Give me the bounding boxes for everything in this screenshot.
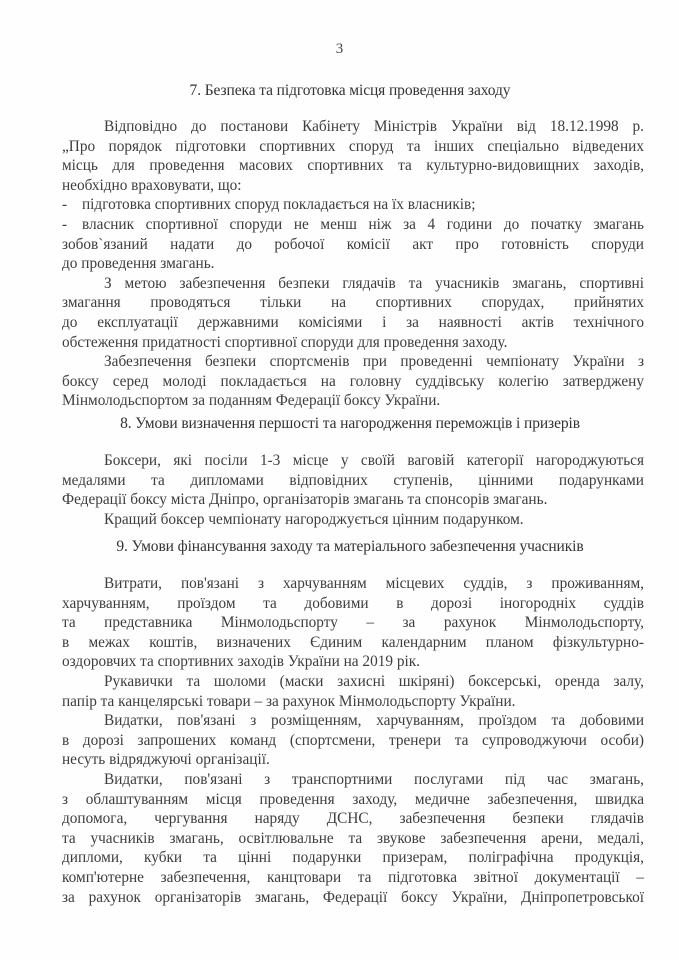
list-item (62, 195, 644, 215)
text-line: необхідно враховувати, що: (62, 176, 242, 194)
section-7-body (62, 117, 644, 411)
section-9-body (62, 574, 644, 907)
text-line: та представника Мінмолодьспорту – за рахунок Мінмолодьспорту, (62, 614, 644, 632)
text-line: до експлуатації державними комісіями і за наявності актів технічного (62, 313, 644, 331)
text-line: Мінмолодьспортом за поданням Федерації боксу України. (62, 392, 441, 410)
dash-marker: - (62, 196, 68, 214)
dash-marker: - (62, 215, 68, 233)
text-line: дипломи, кубки та цінні подарунки призерам, поліграфічна продукція, (62, 849, 644, 867)
text-line: за рахунок організаторів змагань, Федерації боксу України, Дніпропетровської (62, 888, 644, 906)
text-line: харчуванням, проїздом та добовими в дорозі іногородніх суддів (62, 594, 644, 612)
text-line: „Про порядок підготовки спортивних споруд та інших спеціально відведених (62, 137, 644, 155)
text-line: Кращий боксер чемпіонату нагороджується цінним подарунком. (104, 510, 524, 528)
section-8-body (62, 451, 644, 529)
text-line: боксу серед молоді покладається на головну суддівську колегію затверджену (62, 372, 644, 390)
text-line: в межах коштів, визначених Єдиним календарним планом фізкультурно- (62, 633, 644, 651)
text-line: Видатки, пов'язані з розміщенням, харчуванням, проїздом та добовими (104, 712, 644, 730)
section-8-heading: 8. Умови визначення першості та нагородження переможців і призерів (120, 415, 580, 432)
text-line: та учасників змагань, освітлювальне та звукове забезпечення арени, медалі, (62, 829, 644, 847)
text-line: Витрати, пов'язані з харчуванням місцевих суддів, з проживанням, (104, 575, 644, 592)
section-7-heading: 7. Безпека та підготовка місця проведення заходу (189, 82, 511, 99)
list-item (62, 215, 644, 235)
text-line: папір та канцелярські товари – за рахунок Мінмолодьспорту України. (62, 692, 516, 710)
text-line: власник спортивної споруди не менш ніж за 4 години до початку змагань (82, 215, 644, 233)
text-line: Боксери, які посіли 1-3 місце у своїй ваговій категорії нагороджуються (104, 452, 644, 469)
text-line: Федерації боксу міста Дніпро, організаторів змагань та спонсорів змагань. (62, 491, 548, 509)
text-line: в дорозі запрошених команд (спортсмени, тренери та супроводжуючи особи) (62, 731, 644, 749)
text-line: підготовка спортивних споруд покладається на їх власників; (82, 196, 476, 214)
text-line: несуть відряджуючі організації. (62, 751, 270, 769)
text-line: медалями та дипломами відповідних ступенів, цінними подарунками (62, 471, 644, 489)
page-number: 3 (335, 41, 344, 57)
text-line: Відповідно до постанови Кабінету Міністрів України від 18.12.1998 р. (104, 118, 644, 135)
text-line: зобов`язаний надати до робочої комісії акт про готовність споруди (62, 235, 644, 253)
text-line: з облаштуванням місця проведення заходу, медичне забезпечення, швидка (62, 790, 644, 808)
text-line: оздоровчих та спортивних заходів України на 2019 рік. (62, 653, 420, 671)
text-line: змагання проводяться тільки на спортивних спорудах, прийнятих (62, 294, 644, 312)
text-line: допомога, чергування наряду ДСНС, забезпечення безпеки глядачів (62, 810, 644, 828)
section-9-heading: 9. Умови фінансування заходу та матеріального забезпечення учасників (116, 538, 584, 555)
text-line: місць для проведення масових спортивних та культурно-видовищних заходів, (62, 157, 644, 175)
text-line: Забезпечення безпеки спортсменів при проведенні чемпіонату України з (104, 353, 644, 371)
text-line: до проведення змагань. (62, 255, 215, 273)
text-line: обстеження придатності спортивної споруди для проведення заходу. (62, 333, 508, 351)
text-line: комп'ютерне забезпечення, канцтовари та підготовка звітної документації – (62, 868, 644, 886)
text-line: Рукавички та шоломи (маски захисні шкіряні) боксерські, оренда залу, (104, 672, 644, 690)
text-line: Видатки, пов'язані з транспортними послугами під час змагань, (104, 770, 644, 788)
text-line: З метою забезпечення безпеки глядачів та учасників змагань, спортивні (104, 274, 644, 292)
